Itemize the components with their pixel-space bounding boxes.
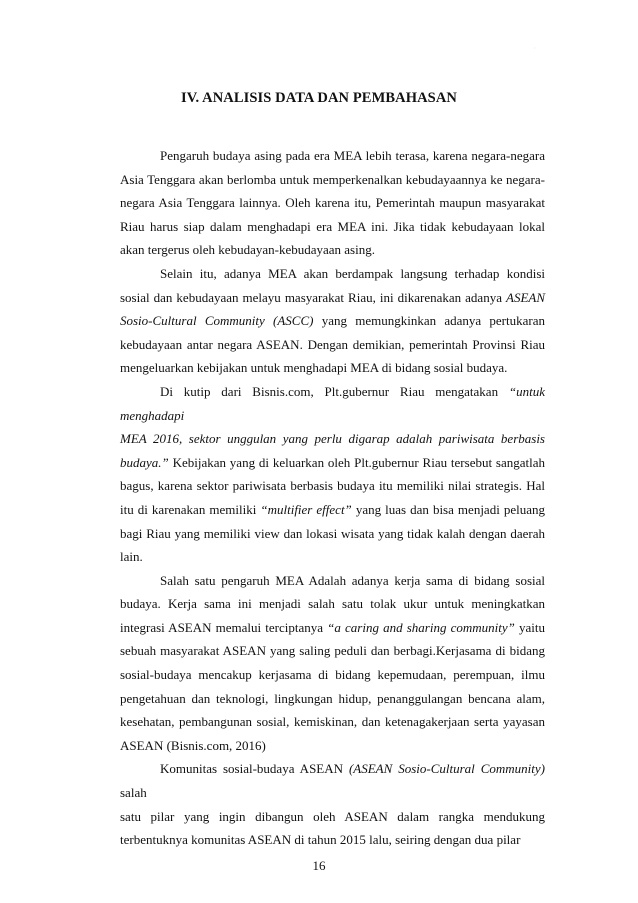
paragraph-5-text-c: salah	[120, 785, 147, 801]
paragraph-3-text-f: yang luas dan bisa menjadi peluang bagi Riau yang memiliki view dan lokasi wisata yang tidak kalah dengan daerah lain.	[120, 501, 546, 565]
paragraph-1: Pengaruh budaya asing pada era MEA lebih terasa, karena negara-negara Asia Tenggara akan berlomba untuk memperkenalkan kebudayaannya ke negara-negara Asia Tenggara lainnya. Oleh karena itu, Pemerintah maupun masyarakat Riau harus siap dalam menghadapi era MEA ini. Jika tidak kebudayaan lokal akan tergerus oleh kebudayan-kebudayaan asing.	[120, 148, 545, 258]
paragraph-5-body: satu pilar yang ingin dibangun oleh ASEAN dalam rangka mendukung terbentuknya komunitas ASEAN di tahun 2015 lalu, seiring dengan dua pilar	[120, 808, 545, 848]
paragraph-3-body	[120, 427, 545, 569]
paragraph-3-quote-start: “untuk menghadapi	[120, 383, 545, 423]
page-number: 16	[312, 858, 326, 873]
paragraph-3-quote-end: MEA 2016, sektor unggulan yang perlu digarap adalah pariwisata berbasis budaya.”	[120, 431, 545, 470]
paragraph-4	[120, 569, 545, 758]
paragraph-4-italic-quote: “a caring and sharing community”	[327, 619, 515, 635]
paragraph-3-opening	[120, 380, 545, 427]
chapter-heading: IV. ANALISIS DATA DAN PEMBAHASAN	[181, 90, 457, 106]
paragraph-3-italic-multifier: “multifier effect”	[260, 501, 352, 517]
paragraph-4-text-a: Salah satu pengaruh MEA Adalah adanya kerja sama di bidang sosial budaya. Kerja sama ini menjadi salah satu tolak ukur untuk meningkatkan integrasi ASEAN memalui terciptanya	[120, 572, 545, 635]
paragraph-2	[120, 262, 545, 380]
body-text	[120, 144, 545, 852]
paragraph-5-italic-ascc: (ASEAN Sosio-Cultural Community)	[348, 761, 545, 777]
paragraph-3-text-a: Di kutip dari Bisnis.com, Plt.gubernur Riau mengatakan	[160, 383, 509, 399]
paragraph-2-italic-ascc: ASEAN Sosio-Cultural Community (ASCC)	[120, 289, 545, 329]
paragraph-2-text-a: Selain itu, adanya MEA akan berdampak langsung terhadap kondisi sosial dan kebudayaan melayu masyarakat Riau, ini dikarenakan adanya	[120, 265, 545, 305]
corner-mark: ·	[533, 44, 536, 53]
paragraph-4-text-c: yaitu sebuah masyarakat ASEAN yang saling peduli dan berbagi.Kerjasama di bidang sosial-budaya mencakup kerjasama di bidang kepemudaan, perempuan, ilmu pengetahuan dan teknologi, lingkungan hidup, penanggulangan bencana alam, kesehatan, pembangunan sosial, kemiskinan, dan ketenagakerjaan serta yayasan ASEAN (Bisnis.com, 2016)	[120, 619, 546, 753]
paragraph-3-text-d: Kebijakan yang di keluarkan oleh Plt.gubernur Riau tersebut sangatlah bagus, karena sektor pariwisata berbasis budaya itu memiliki nilai strategis. Hal itu di karenakan memiliki	[120, 454, 545, 517]
paragraph-5-opening	[120, 757, 545, 804]
paragraph-2-text-c: yang memungkinkan adanya pertukaran kebudayaan antar negara ASEAN. Dengan demikian, pemerintah Provinsi Riau mengeluarkan kebijakan untuk menghadapi MEA di bidang sosial budaya.	[120, 313, 545, 376]
paragraph-5-text-a: Komunitas sosial-budaya ASEAN	[160, 761, 349, 777]
